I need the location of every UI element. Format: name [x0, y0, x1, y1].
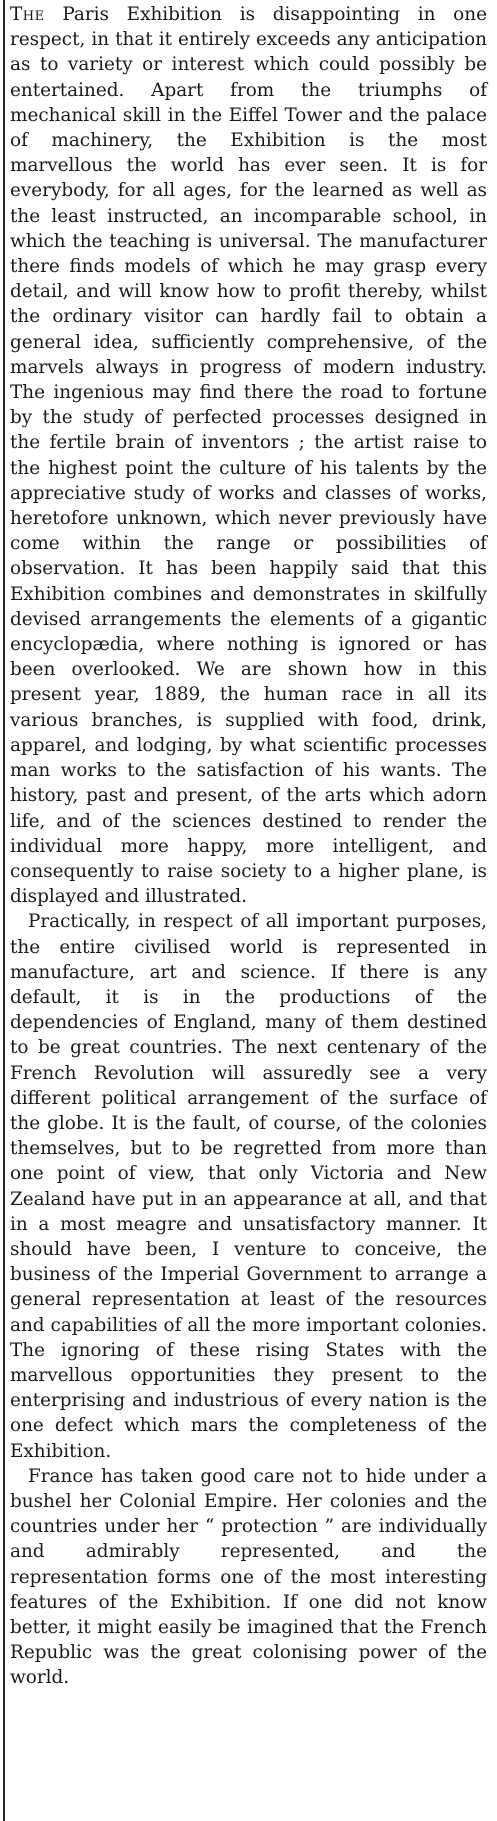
paragraph-1-text: Paris Exhibition is disappointing in one respect, in that it entirely exceeds any anticipation as to variety or interest which could possibly be entertained. Apart from the triumphs of mechanical skill in the Eiffel Tower and the palace of machinery, the Exhibition is the most marvellous the world has ever seen. It is for everybody, for all ages, for the learned as well as the least instructed, an incomparable school, in which the teaching is universal. The manufacturer there finds models of which he may grasp every detail, and will know how to profit thereby, whilst the ordinary visitor can hardly fail to obtain a general idea, sufficiently comprehensive, of the marvels always in progress of modern industry. The ingenious may find there the road to fortune by the study of perfected processes designed in the fertile brain of inventors ; the artist raise to the highest point the culture of his talents by the appreciative study of works and classes of works, heretofore unknown, which never previously have come within the range or possibilities of observation. It has been happily said that this Exhibition combines and demonstrates in skilfully devised arrangements the elements of a gigantic encyclopædia, where nothing is ignored or has been overlooked. We are shown how in this present year, 1889, the human race in all its various branches, is supplied with food, drink, apparel, and lodging, by what scientific processes man works to the satisfaction of his wants. The history, past and present, of the arts which adorn life, and of the sciences destined to render the individual more happy, more intelligent, and consequently to raise society to a higher plane, is displayed and illustrated.: [10, 4, 487, 908]
paragraph-2: Practically, in respect of all important purposes, the entire civilised world is represented in manufacture, art and science. If there is any default, it is in the productions of the dependencies of England, many of them destined to be great countries. The next centenary of the French Revolution will assuredly see a very different political arrangement of the surface of the globe. It is the fault, of course, of the colonies themselves, but to be regretted from more than one point of view, that only Victoria and New Zealand have put in an appearance at all, and that in a most meagre and unsatisfactory manner. It should have been, I venture to conceive, the business of the Imperial Government to arrange a general representation at least of the resources and capabilities of all the more important colonies. The ignoring of these rising States with the marvellous opportunities they present to the enterprising and industrious of every nation is the one defect which mars the completeness of the Exhibition.: [10, 911, 487, 1462]
paragraph-1: [10, 2, 487, 909]
paragraph-3: France has taken good care not to hide under a bushel her Colonial Empire. Her colonies and the countries under her “ protection ” are individually and admirably represented, and the representation forms one of the most interesting features of the Exhibition. If one did not know better, it might easily be imagined that the French Republic was the great colonising power of the world.: [10, 1465, 487, 1689]
lead-word: The: [10, 4, 45, 25]
